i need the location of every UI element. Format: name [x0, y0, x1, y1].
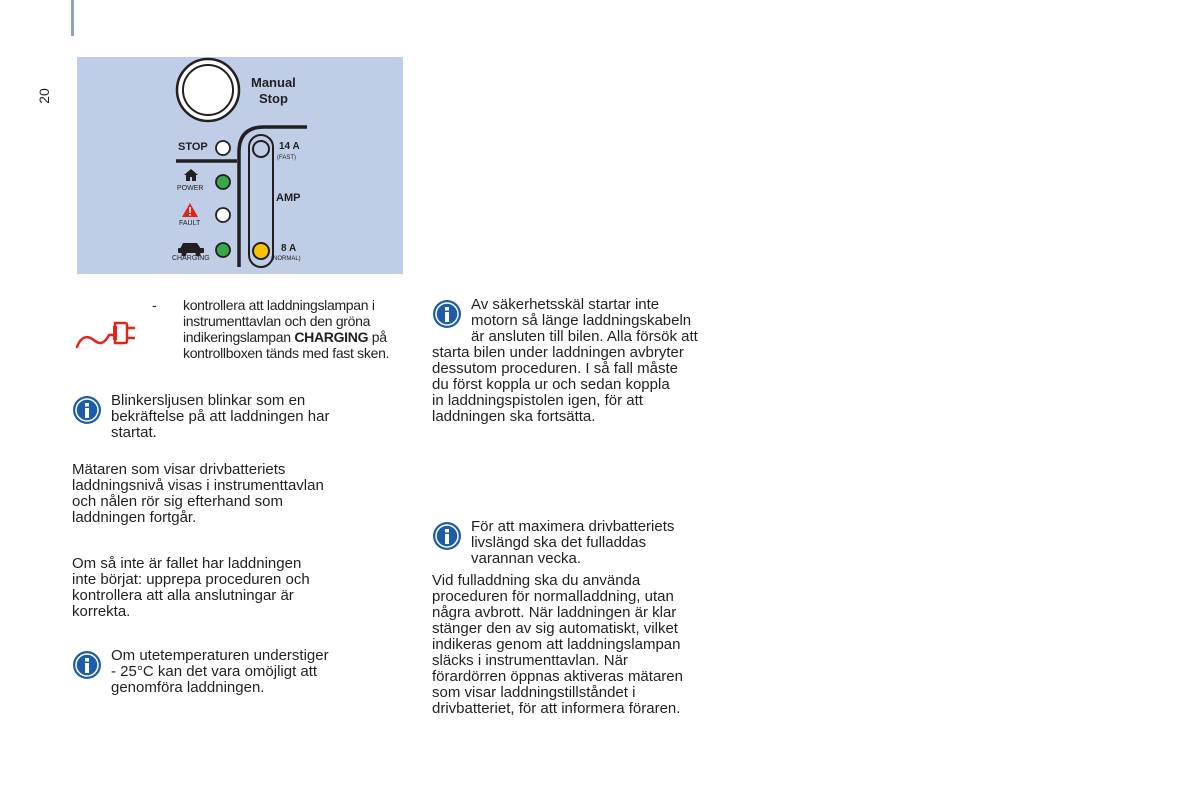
paragraph-not-started: [72, 556, 310, 620]
control-panel-drawing: [77, 57, 403, 274]
paragraph-full-charge: [432, 573, 683, 717]
charging-plug-icon: [75, 313, 139, 353]
stop-indicator: [216, 141, 230, 155]
paragraph-line: korrekta.: [72, 603, 131, 620]
paragraph-line: Mätaren som visar drivbatteriets: [72, 461, 286, 478]
note-maximize: [471, 519, 674, 567]
house-icon: [184, 169, 198, 181]
paragraph-line: och nålen rör sig efterhand som: [72, 493, 283, 510]
note-safety-head: [471, 297, 698, 345]
note-line: För att maximera drivbatteriets: [471, 518, 675, 535]
page-margin-line: [71, 0, 74, 36]
paragraph-line: laddningsnivå visas i instrumenttavlan: [72, 477, 324, 494]
note-blink: [111, 393, 330, 441]
note-line: är ansluten till bilen. Alla försök att: [471, 328, 698, 345]
fault-label: FAULT: [179, 220, 201, 227]
page-number: 20: [36, 88, 52, 104]
note-line: laddningen ska fortsätta.: [432, 408, 596, 425]
note-line: startat.: [111, 424, 157, 441]
power-label: POWER: [177, 185, 204, 192]
paragraph-line: laddningen fortgår.: [72, 509, 197, 526]
amp-14-indicator: [253, 141, 269, 157]
note-line: starta bilen under laddningen avbryter: [432, 344, 684, 361]
stop-label: STOP: [178, 141, 208, 153]
amp-14-label: 14 A: [279, 141, 300, 152]
amp-8-label: 8 A: [281, 243, 297, 254]
paragraph-line: några avbrott. När laddningen är klar: [432, 604, 677, 621]
note-line: du först koppla ur och sedan koppla: [432, 376, 670, 393]
note-line: bekräftelse på att laddningen har: [111, 408, 330, 425]
paragraph-line: kontrollera att alla anslutningar är: [72, 587, 294, 604]
note-temperature: [111, 648, 329, 696]
charging-control-panel-illustration: [77, 57, 403, 274]
paragraph-line: Om så inte är fallet har laddningen: [72, 555, 302, 572]
info-icon: [432, 521, 462, 551]
info-icon: [72, 650, 102, 680]
power-indicator: [216, 175, 230, 189]
note-safety-body: [432, 345, 684, 425]
paragraph-line: drivbatteriet, för att informera föraren.: [432, 700, 681, 717]
list-item-text: [183, 297, 413, 361]
warning-triangle-icon: [182, 203, 198, 217]
list-dash: -: [152, 297, 157, 313]
list-item-bold: CHARGING: [294, 329, 369, 345]
manual-stop-label-line2: Stop: [259, 91, 288, 106]
note-line: in laddningspistolen igen, för att: [432, 392, 643, 409]
info-icon: [72, 395, 102, 425]
note-line: varannan vecka.: [471, 550, 582, 567]
paragraph-line: stänger den av sig automatiskt, vilket: [432, 620, 678, 637]
note-line: - 25°C kan det vara omöjligt att: [111, 663, 318, 680]
info-icon: [432, 299, 462, 329]
note-line: dessutom proceduren. I så fall måste: [432, 360, 678, 377]
list-item-text-after: på kontrollboxen tänds med fast sken.: [183, 329, 390, 361]
charging-indicator: [216, 243, 230, 257]
amp-14-sublabel: (FAST): [277, 155, 296, 161]
charging-label: CHARGING: [172, 255, 210, 262]
note-line: Blinkersljusen blinkar som en: [111, 392, 306, 409]
note-line: livslängd ska det fulladdas: [471, 534, 647, 551]
amp-label: AMP: [276, 192, 301, 204]
paragraph-line: som visar laddningstillståndet i: [432, 684, 636, 701]
paragraph-line: indikeras genom att laddningslampan: [432, 636, 681, 653]
list-item-text-before: kontrollera att laddningslampan i instrumenttavlan och den gröna indikeringslampan: [183, 297, 375, 345]
note-line: Av säkerhetsskäl startar inte: [471, 296, 660, 313]
note-line: motorn så länge laddningskabeln: [471, 312, 692, 329]
manual-stop-label-line1: Manual: [251, 75, 296, 90]
paragraph-line: proceduren för normalladdning, utan: [432, 588, 674, 605]
note-line: Om utetemperaturen understiger: [111, 647, 329, 664]
amp-8-sublabel: (NORMAL): [271, 256, 301, 262]
paragraph-gauge: [72, 462, 324, 526]
note-line: genomföra laddningen.: [111, 679, 265, 696]
paragraph-line: inte börjat: upprepa proceduren och: [72, 571, 310, 588]
fault-indicator: [216, 208, 230, 222]
paragraph-line: förardörren öppnas aktiveras mätaren: [432, 668, 683, 685]
amp-8-indicator: [253, 243, 269, 259]
paragraph-line: släcks i instrumenttavlan. När: [432, 652, 628, 669]
paragraph-line: Vid fulladdning ska du använda: [432, 572, 641, 589]
